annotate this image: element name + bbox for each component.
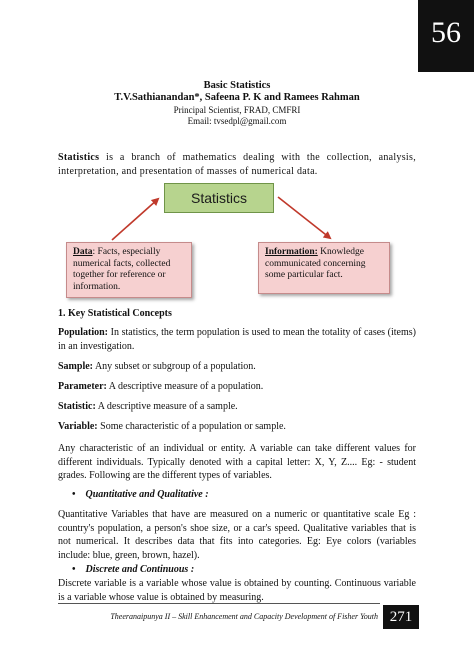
bullet-quantitative-qualitative <box>72 489 209 500</box>
bullet-discrete-continuous <box>72 564 194 575</box>
intro-term: Statistics <box>58 152 100 163</box>
paper-title: Basic Statistics <box>203 80 271 91</box>
footer-text: Theeranaipunya II – Skill Enhancement and Capacity Development of Fisher Youth <box>110 612 378 621</box>
information-box <box>258 242 390 294</box>
definition-sample <box>58 360 416 374</box>
definition-term: Variable: <box>58 421 98 432</box>
author-email: Email: tvsedpl@gmail.com <box>187 116 287 126</box>
definition-text: In statistics, the term population is used to mean the totality of cases (items) in an investigation. <box>58 327 416 352</box>
author-list: T.V.Sathianandan*, Safeena P. K and Ramees Rahman <box>114 92 360 103</box>
bullet-dot-icon: • <box>72 489 76 500</box>
data-box <box>66 242 192 298</box>
definition-term: Sample: <box>58 361 93 372</box>
definition-term: Statistic: <box>58 401 96 412</box>
definition-text: Some characteristic of a population or sample. <box>97 421 286 432</box>
arrow-statistics-to-information <box>278 197 330 238</box>
definition-term: Parameter: <box>58 381 107 392</box>
affiliation: Principal Scientist, FRAD, CMFRI <box>173 105 301 115</box>
intro-text: is a branch of mathematics dealing with the collection, analysis, interpretation, and presentation of masses of numerical data. <box>58 152 416 177</box>
footer-divider <box>58 603 380 604</box>
section-heading: 1. Key Statistical Concepts <box>58 308 172 319</box>
statistics-box: Statistics <box>164 183 274 213</box>
data-definition: : Facts, especially numerical facts, collected together for reference or information. <box>73 247 171 292</box>
definition-text: Any subset or subgroup of a population. <box>93 361 256 372</box>
information-term: Information: <box>265 247 318 257</box>
bullet-dot-icon: • <box>72 564 76 575</box>
definition-term: Population: <box>58 327 109 338</box>
variable-paragraph: Any characteristic of an individual or entity. A variable can take different values for different individuals. Typically denoted with a capital letter: X, Y, Z.... Eg: - student grades. Following are the different types of variables. <box>58 443 416 481</box>
arrow-data-to-statistics <box>112 199 158 240</box>
definition-text: A descriptive measure of a sample. <box>95 401 238 412</box>
page-number: 271 <box>383 605 419 629</box>
discrete-paragraph: Discrete variable is a variable whose value is obtained by counting. Continuous variable is a variable whose value is obtained by measuring. <box>58 578 416 603</box>
definition-variable <box>58 420 416 434</box>
definition-population <box>58 326 416 353</box>
chapter-number: 56 <box>418 0 474 72</box>
data-term: Data <box>73 247 93 257</box>
definition-text: A descriptive measure of a population. <box>106 381 264 392</box>
bullet-label: Quantitative and Qualitative : <box>85 489 209 500</box>
bullet-label: Discrete and Continuous : <box>85 564 195 575</box>
definition-statistic <box>58 400 416 414</box>
quantitative-paragraph: Quantitative Variables that have are measured on a numeric or quantitative scale Eg : country's population, a person's shoe size, or a car's speed. Qualitative variables that is not numerical. It describes data that fits into categories. Eg: Eye colors (variables include: blue, green, brown, hazel). <box>58 509 416 561</box>
information-definition: Knowledge communicated concerning some particular fact. <box>265 247 366 280</box>
definition-parameter <box>58 380 416 394</box>
